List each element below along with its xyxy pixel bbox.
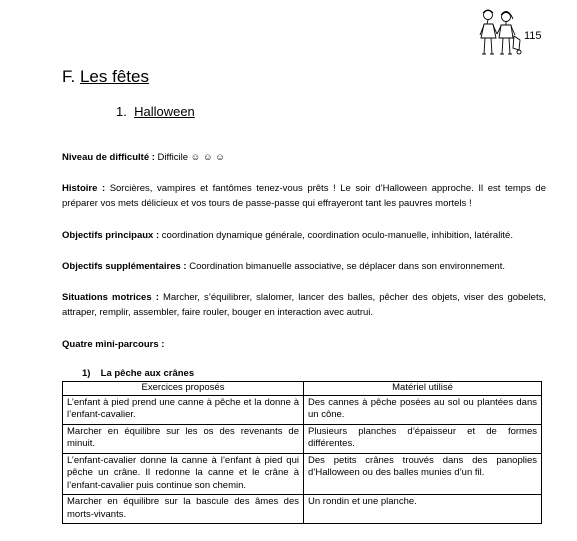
main-objectives-text: coordination dynamique générale, coordination oculo-manuelle, inhibition, latéralité. <box>161 230 513 241</box>
extra-objectives-label: Objectifs supplémentaires : <box>62 261 187 272</box>
extra-objectives-paragraph <box>62 259 546 274</box>
difficulty-label: Niveau de difficulté : <box>62 152 155 163</box>
motor-situations-text: Marcher, s’équilibrer, slalomer, lancer des balles, pêcher des objets, viser des gobelets, attraper, remplir, assembler, faire rouler, bouger en interaction avec autrui. <box>62 292 546 318</box>
page-number: 115 <box>524 30 542 42</box>
table-row <box>63 424 542 453</box>
motor-situations-label: Situations motrices : <box>62 292 159 303</box>
header-material: Matériel utilisé <box>304 382 542 396</box>
material-cell: Des cannes à pêche posées au sol ou plantées dans un cône. <box>304 395 542 424</box>
course-1-title: La pêche aux crânes <box>100 368 195 379</box>
material-cell: Un rondin et une planche. <box>304 495 542 524</box>
extra-objectives-text: Coordination bimanuelle associative, se déplacer dans son environnement. <box>189 261 506 272</box>
exercises-table <box>62 381 542 524</box>
course-1-number: 1) <box>82 368 91 379</box>
subsection-title: Halloween <box>134 104 195 119</box>
motor-situations-paragraph <box>62 290 546 320</box>
mini-courses-label: Quatre mini-parcours : <box>62 339 165 350</box>
table-row <box>63 495 542 524</box>
section-letter: F. <box>62 67 76 86</box>
subsection-heading <box>116 104 195 119</box>
story-label: Histoire : <box>62 183 106 194</box>
header-exercises: Exercices proposés <box>63 382 304 396</box>
exercise-cell: L’enfant-cavalier donne la canne à l’enfant à pied qui pêche un crâne. Il redonne la canne et le crâne à l’enfant-cavalier puis continue son chemin. <box>63 453 304 495</box>
mini-courses-paragraph <box>62 337 546 352</box>
course-1-heading <box>82 368 194 379</box>
story-paragraph <box>62 181 546 211</box>
exercise-cell: L’enfant à pied prend une canne à pêche et la donne à l’enfant-cavalier. <box>63 395 304 424</box>
section-heading <box>62 67 149 87</box>
subsection-number: 1. <box>116 104 127 119</box>
table-header-row <box>63 382 542 396</box>
material-cell: Plusieurs planches d’épaisseur et de formes différentes. <box>304 424 542 453</box>
children-illustration <box>470 8 526 60</box>
table-row <box>63 395 542 424</box>
section-title: Les fêtes <box>79 67 149 86</box>
main-objectives-paragraph <box>62 228 546 243</box>
material-cell: Des petits crânes trouvés dans des panoplies d’Halloween ou des balles munies d’un fil. <box>304 453 542 495</box>
story-text: Sorcières, vampires et fantômes tenez-vous prêts ! Le soir d’Halloween approche. Il est temps de préparer vos mets délicieux et vos tours de passe-passe qui effrayeront tant les pauvres mortels ! <box>62 183 546 209</box>
difficulty-paragraph <box>62 150 546 165</box>
table-row <box>63 453 542 495</box>
exercise-cell: Marcher en équilibre sur la bascule des âmes des morts-vivants. <box>63 495 304 524</box>
exercise-cell: Marcher en équilibre sur les os des revenants de minuit. <box>63 424 304 453</box>
main-objectives-label: Objectifs principaux : <box>62 230 160 241</box>
difficulty-value: Difficile ☺ ☺ ☺ <box>157 152 226 163</box>
